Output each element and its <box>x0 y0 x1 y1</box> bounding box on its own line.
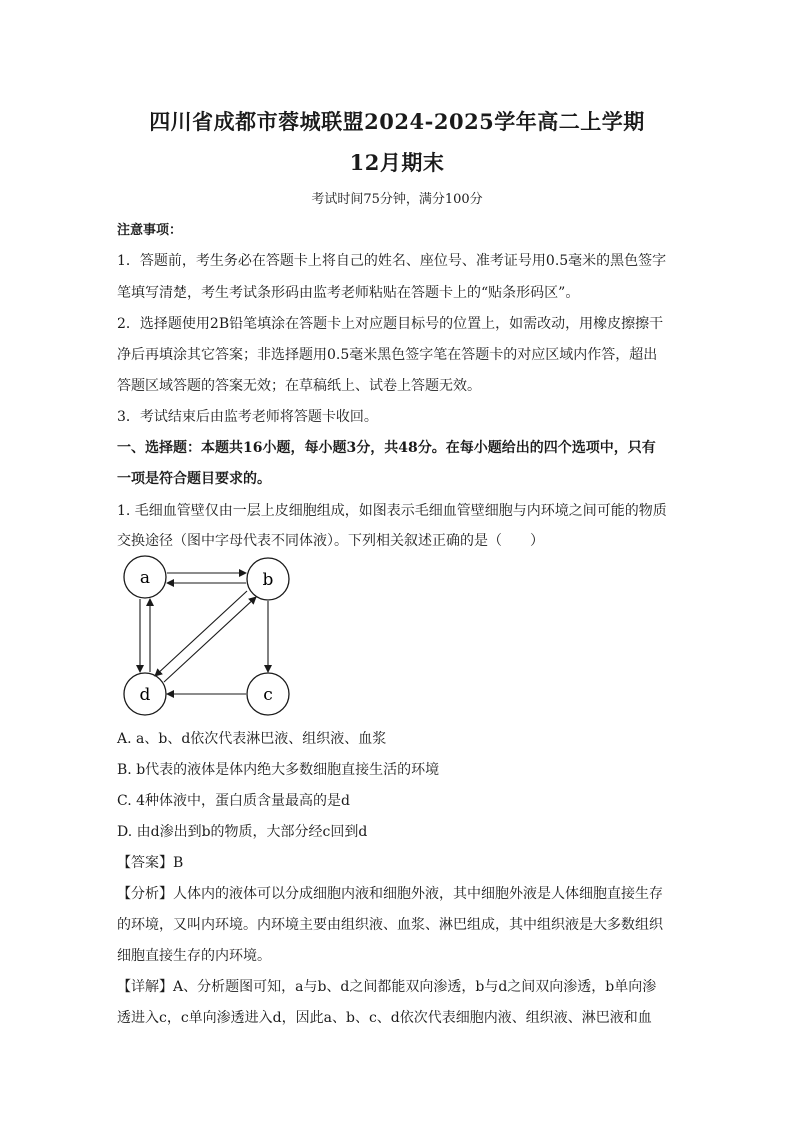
option-d: D. 由d渗出到b的物质，大部分经c回到d <box>117 824 368 840</box>
option-b: B. b代表的液体是体内绝大多数细胞直接生活的环境 <box>117 762 440 778</box>
node-b-label: b <box>262 570 274 590</box>
analysis-line: 的环境，又叫内环境。内环境主要由组织液、血浆、淋巴组成，其中组织液是大多数组织 <box>117 917 663 933</box>
section-heading-cont: 一项是符合题目要求的。 <box>117 471 271 487</box>
analysis-line: 【分析】人体内的液体可以分成细胞内液和细胞外液，其中细胞外液是人体细胞直接生存 <box>117 886 663 902</box>
title-line-1: 四川省成都市蓉城联盟2024-2025学年高二上学期 <box>149 109 645 134</box>
answer: 【答案】B <box>117 855 184 871</box>
note-line: 2．选择题使用2B铅笔填涂在答题卡上对应题目标号的位置上，如需改动，用橡皮擦擦干 <box>117 316 664 332</box>
note-line: 净后再填涂其它答案；非选择题用0.5毫米黑色签字笔在答题卡的对应区域内作答，超出 <box>117 347 658 363</box>
question-1-stem-cont: 交换途径（图中字母代表不同体液）。下列相关叙述正确的是（ ） <box>117 533 544 549</box>
title-line-2: 12月期末 <box>349 150 445 175</box>
note-line: 1．答题前，考生务必在答题卡上将自己的姓名、座位号、准考证号用0.5毫米的黑色签字 <box>117 253 667 269</box>
exam-info: 考试时间75分钟，满分100分 <box>311 192 483 207</box>
option-c: C. 4种体液中，蛋白质含量最高的是d <box>117 793 350 809</box>
fluid-exchange-diagram <box>115 555 305 720</box>
arrow-b-to-d <box>155 591 247 676</box>
option-a: A. a、b、d依次代表淋巴液、组织液、血浆 <box>117 731 387 747</box>
detail-line: 透进入c，c单向渗透进入d，因此a、b、c、d依次代表细胞内液、组织液、淋巴液和血 <box>117 1010 652 1026</box>
notes-heading: 注意事项： <box>117 223 183 238</box>
detail-line: 【详解】A、分析题图可知，a与b、d之间都能双向渗透，b与d之间双向渗透，b单向渗 <box>117 979 657 995</box>
section-heading: 一、选择题：本题共16小题，每小题3分，共48分。在每小题给出的四个选项中，只有 <box>117 440 656 456</box>
analysis-line: 细胞直接生存的内环境。 <box>117 948 271 964</box>
node-a-label: a <box>139 568 151 588</box>
question-1-stem: 1. 毛细血管壁仅由一层上皮细胞组成，如图表示毛细血管壁细胞与内环境之间可能的物质 <box>117 503 667 519</box>
node-d-label: d <box>139 685 151 705</box>
note-line: 答题区域答题的答案无效；在草稿纸上、试卷上答题无效。 <box>117 378 481 394</box>
note-line: 3．考试结束后由监考老师将答题卡收回。 <box>117 409 378 425</box>
node-c-label: c <box>263 685 273 705</box>
note-line: 笔填写清楚，考生考试条形码由监考老师粘贴在答题卡上的“贴条形码区”。 <box>117 285 580 301</box>
arrow-d-to-b <box>164 597 256 682</box>
